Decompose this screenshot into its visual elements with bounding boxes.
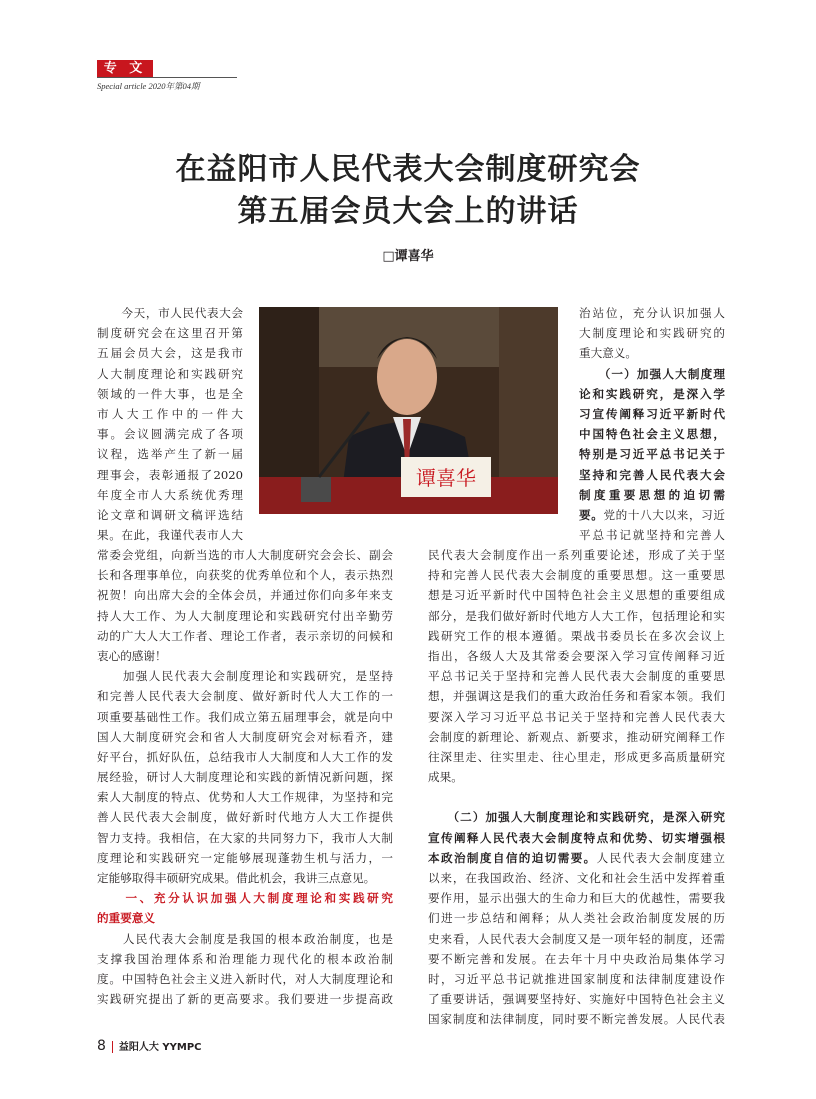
paragraph-line: 果。在此，我谨代表市人大 [97, 528, 243, 543]
paragraph-line: 部分，是我们做好新时代地方人大工作，包括理论和实 [428, 608, 725, 623]
paragraph-line: 智力支持。我相信，在大家的共同努力下，我市人大制 [97, 830, 393, 845]
author: □谭喜华 [382, 249, 434, 264]
paragraph-line: 持和完善人民代表大会制度的重要思想。这一重要思 [428, 568, 725, 583]
paragraph-line: 度理论和实践研究一定能够展现蓬勃生机与活力，一 [97, 850, 393, 865]
paragraph-line: 今天，市人民代表大会 [97, 306, 243, 320]
paragraph-line: 国家制度和法律制度，同时要不断完善发展。人民代表 [428, 1012, 725, 1027]
paragraph-line: 国人大制度研究会和省人大制度研究会对标看齐，建 [97, 729, 393, 744]
paragraph-line: 要深入学习习近平总书记关于坚持和完善人民代表大 [428, 709, 725, 724]
section-tag: 专 文 [97, 60, 153, 78]
paragraph-line: 实践研究提出了新的更高要求。我们要进一步提高政 [97, 992, 393, 1007]
subheading-mixed-line-bold: 要。 [579, 507, 604, 522]
paragraph-line: 成果。 [428, 770, 463, 785]
right-column-top [579, 303, 725, 545]
paragraph-line: 展经验，研讨人大制度理论和实践的新情况新问题，探 [97, 770, 393, 785]
section-heading-line: 一、充分认识加强人大制度理论和实践研究 [97, 891, 393, 906]
paragraph-line: 人大制度理论和实践研究 [97, 366, 243, 381]
paragraph-line: 五届会员大会，这是我市 [97, 346, 243, 361]
subheading-line: （二）加强人大制度理论和实践研究，是深入研究 [428, 810, 725, 825]
paragraph-line: 重大意义。 [579, 346, 637, 361]
paragraph-line: 往深里走、往实里走、往心里走，形成更多高质量研究 [428, 749, 725, 764]
article-title-line2: 第五届会员大会上的讲话 [237, 194, 579, 229]
subheading-mixed-line [428, 848, 725, 868]
subheading-mixed-line [579, 505, 725, 525]
paragraph-line: 了重要讲话，强调要坚持好、实施好中国特色社会主义 [428, 992, 725, 1007]
paragraph-line: 祝贺！向出席大会的全体会员，并通过你们向多年来支 [97, 588, 393, 603]
subheading-line: 论和实践研究，是深入学 [579, 386, 725, 401]
right-column-bottom [428, 545, 725, 1030]
paragraph-line: 要作用，显示出强大的生命力和巨大的优越性，需要我 [428, 891, 725, 906]
paragraph-line: 以来，在我国政治、经济、文化和社会生活中发挥着重 [428, 871, 725, 885]
subheading-line: 制度重要思想的迫切需 [579, 487, 725, 502]
paragraph-line: 人民代表大会制度是我国的根本政治制度，也是 [97, 931, 393, 946]
subheading-line: 习宣传阐释习近平新时代 [579, 406, 725, 421]
paragraph-line: 平总书记关于坚持和完善人民代表大会制度的重要思 [428, 669, 725, 684]
speaker-photo [259, 307, 558, 514]
left-column-top [97, 303, 243, 545]
magazine-name: 益阳人大 YYMPC [118, 1042, 202, 1053]
subheading-line: 特别是习近平总书记关于 [579, 447, 725, 462]
header-subtitle: Special article 2020年第04期 [97, 81, 200, 91]
paragraph-line: 持人大工作、为人大制度理论和实践研究付出辛勤劳 [97, 608, 393, 623]
paragraph-line: 和完善人民代表大会制度、做好新时代人大工作的一 [97, 689, 393, 704]
paragraph-line: 度。中国特色社会主义进入新时代，对人大制度理论和 [97, 971, 393, 986]
paragraph-line: 索人大制度的特点、优势和人大工作规律，为坚持和完 [97, 790, 393, 805]
paragraph-line: 想，并强调这是我们的重大政治任务和看家本领。我们 [428, 689, 725, 704]
paragraph-line: 民代表大会制度作出一系列重要论述，形成了关于坚 [428, 548, 725, 562]
paragraph-line: 平总书记就坚持和完善人 [579, 528, 725, 543]
paragraph-line: 论文章和调研文稿评选结 [97, 507, 243, 522]
paragraph-line: 长和各理事单位，向获奖的优秀单位和个人，表示热烈 [97, 568, 393, 583]
paragraph-line: 践研究工作的根本遵循。栗战书委员长在多次会议上 [428, 628, 725, 643]
paragraph-line: 好平台，抓好队伍，总结我市人大制度和人大工作的发 [97, 749, 393, 764]
subheading-mixed-line-normal: 人民代表大会制度建立 [596, 850, 725, 865]
paragraph-line: 支撑我国治理体系和治理能力现代化的根本政治制 [97, 951, 393, 966]
article-title-line1: 在益阳市人民代表大会制度研究会 [175, 152, 641, 187]
paragraph-line: 项重要基础性工作。我们成立第五届理事会，就是向中 [97, 709, 393, 724]
paragraph-line: 动的广大人大工作者、理论工作者，表示亲切的问候和 [97, 628, 393, 643]
paragraph-line: 们进一步总结和阐释；从人类社会政治制度发展的历 [428, 911, 725, 926]
section-heading-line: 的重要意义 [97, 911, 155, 926]
paragraph-line: 理事会，表彰通报了2020 [97, 467, 243, 482]
nameplate-text: 谭喜华 [416, 466, 476, 490]
paragraph-gap [428, 787, 725, 807]
paragraph-line: 事。会议圆满完成了各项 [97, 427, 243, 442]
subheading-mixed-line-normal: 党的十八大以来，习近 [603, 507, 725, 522]
paragraph-line: 要不断完善和发展。在去年十月中央政治局集体学习 [428, 951, 725, 966]
paragraph-line: 加强人民代表大会制度理论和实践研究，是坚持 [97, 669, 393, 684]
subheading-line: 宣传阐释人民代表大会制度特点和优势、切实增强根 [428, 830, 725, 845]
subheading-line: 中国特色社会主义思想， [579, 427, 725, 442]
paragraph-line: 指出，各级人大及其常委会要深入学习宣传阐释习近 [428, 648, 725, 663]
subheading-line: （一）加强人大制度理 [579, 366, 725, 381]
footer-divider [112, 1041, 113, 1053]
paragraph-line: 治站位，充分认识加强人 [579, 306, 725, 320]
subheading-line: 坚持和完善人民代表大会 [579, 467, 725, 482]
paragraph-line: 史来看，人民代表大会制度又是一项年轻的制度，还需 [428, 931, 725, 946]
left-column-bottom [97, 545, 393, 1009]
page-footer [97, 1038, 202, 1054]
paragraph-line: 会制度的新理论、新观点、新要求，推动研究阐释工作 [428, 729, 725, 744]
paragraph-line: 定能够取得丰硕研究成果。借此机会，我讲三点意见。 [97, 871, 376, 885]
header-rule [97, 77, 237, 78]
subheading-mixed-line-bold: 本政治制度自信的迫切需要。 [428, 850, 597, 865]
paragraph-line: 年度全市人大系统优秀理 [97, 487, 243, 502]
paragraph-line: 领域的一件大事，也是全 [97, 386, 243, 401]
paragraph-line: 市人大工作中的一件大 [97, 406, 243, 421]
paragraph-line: 大制度理论和实践研究的 [579, 326, 725, 341]
paragraph-line: 想是习近平新时代中国特色社会主义思想的重要组成 [428, 588, 725, 603]
paragraph-line: 常委会党组，向新当选的市人大制度研究会会长、副会 [97, 548, 393, 562]
paragraph-line: 衷心的感谢！ [97, 648, 167, 663]
page-number: 8 [97, 1038, 106, 1054]
paragraph-line: 议程，选举产生了新一届 [97, 447, 243, 462]
paragraph-line: 时，习近平总书记就推进国家制度和法律制度建设作 [428, 971, 725, 986]
paragraph-line: 善人民代表大会制度，做好新时代地方人大工作提供 [97, 810, 393, 825]
paragraph-line: 制度研究会在这里召开第 [97, 326, 243, 341]
